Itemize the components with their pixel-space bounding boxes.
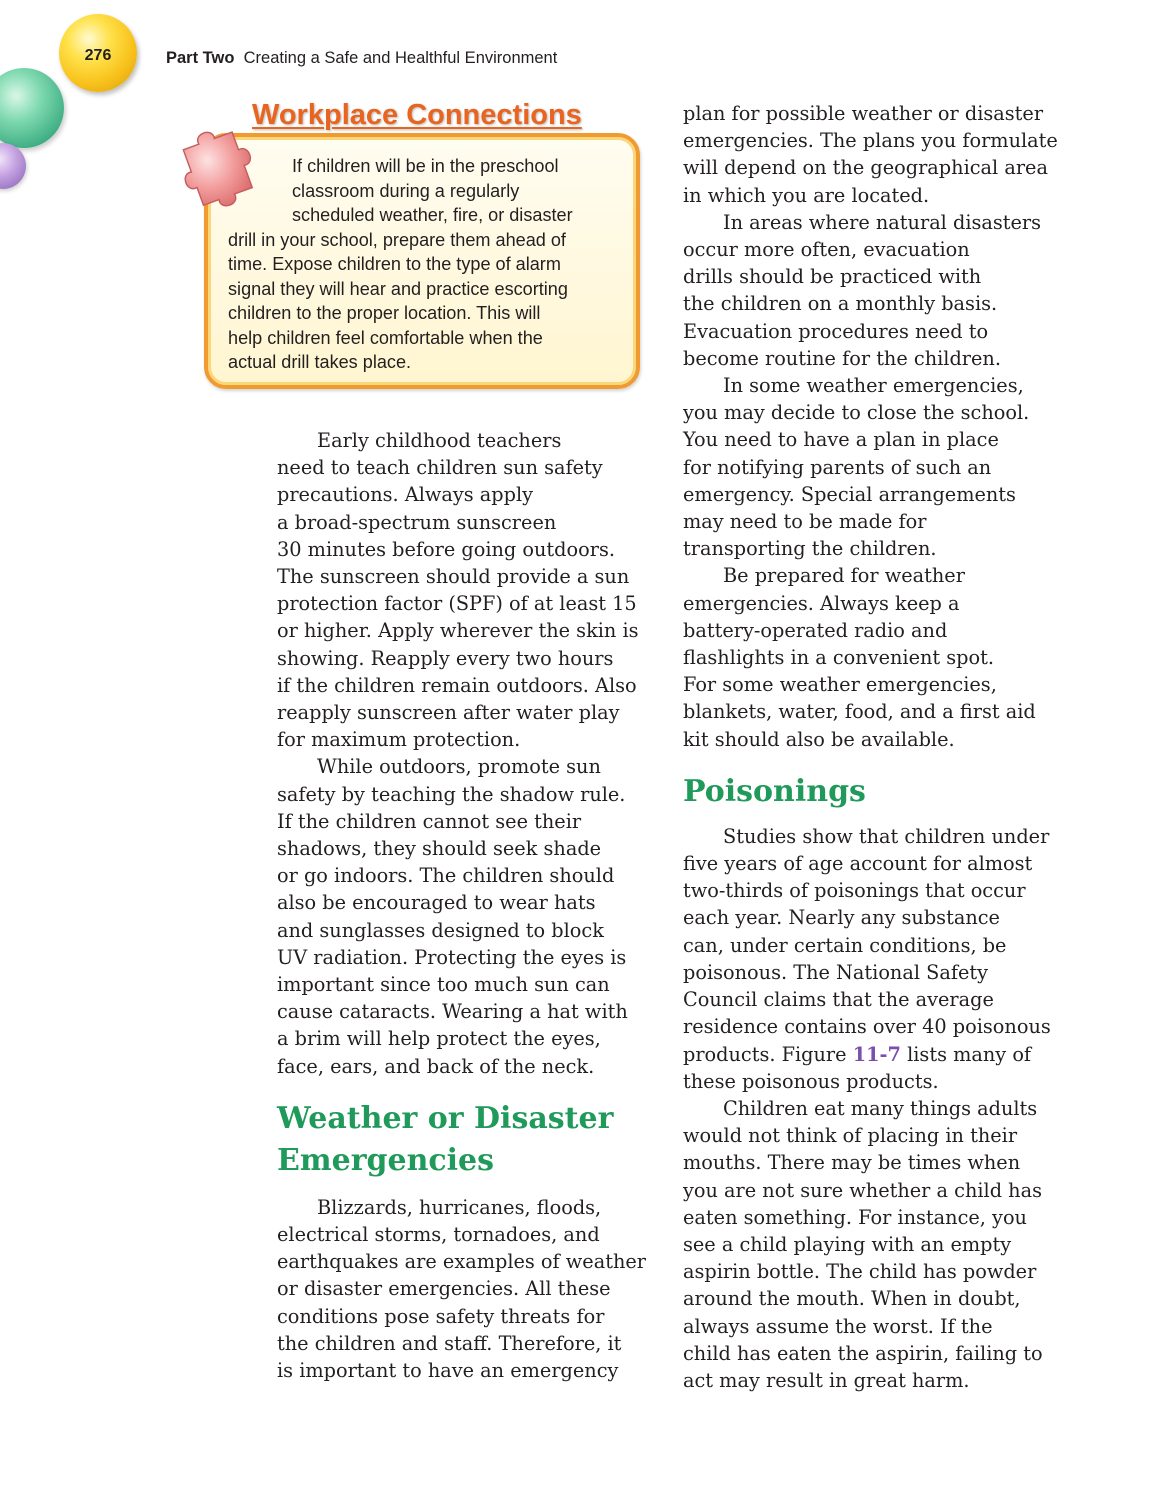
text-line: Council claims that the average xyxy=(683,988,994,1012)
text-line: residence contains over 40 poisonous xyxy=(683,1015,1051,1039)
text-line: can, under certain conditions, be xyxy=(683,933,1007,957)
text-line: blankets, water, food, and a first aid xyxy=(683,700,1036,724)
paragraph-shadow-rule xyxy=(277,753,647,1079)
decorative-purple-ball xyxy=(0,143,26,189)
text-line: UV radiation. Protecting the eyes is xyxy=(277,945,627,969)
text-line: transporting the children. xyxy=(683,537,937,561)
text-line: or go indoors. The children should xyxy=(277,864,615,888)
text-line: or higher. Apply wherever the skin is xyxy=(277,619,639,643)
paragraph-natural-disasters xyxy=(683,209,1055,372)
text-line: two-thirds of poisonings that occur xyxy=(683,879,1026,903)
text-line-figure xyxy=(683,1041,1055,1068)
text-line: for maximum protection. xyxy=(277,728,521,752)
text-line: these poisonous products. xyxy=(683,1069,939,1093)
decorative-green-ball xyxy=(0,68,64,148)
text-line: electrical storms, tornadoes, and xyxy=(277,1223,600,1247)
text-line: eaten something. For instance, you xyxy=(683,1205,1027,1229)
text-line: poisonous. The National Safety xyxy=(683,960,989,984)
paragraph-be-prepared xyxy=(683,562,1055,752)
text-line: emergency. Special arrangements xyxy=(683,482,1016,506)
text-line: 30 minutes before going outdoors. xyxy=(277,537,615,561)
text-line: face, ears, and back of the neck. xyxy=(277,1054,595,1078)
text-line: earthquakes are examples of weather xyxy=(277,1250,646,1274)
wc-line: classroom during a regularly xyxy=(292,180,520,201)
text-line: will depend on the geographical area xyxy=(683,156,1048,180)
text-line: plan for possible weather or disaster xyxy=(683,102,1044,125)
text-line: cause cataracts. Wearing a hat with xyxy=(277,1000,628,1024)
text-line: Early childhood teachers xyxy=(317,429,562,452)
right-column xyxy=(683,100,1058,1394)
text-line: child has eaten the aspirin, failing to xyxy=(683,1341,1043,1365)
workplace-connections-title: Workplace Connections xyxy=(252,99,582,131)
paragraph-weather xyxy=(277,1194,647,1384)
text-line: the children and staff. Therefore, it xyxy=(277,1331,622,1355)
text-line: Be prepared for weather xyxy=(723,564,965,588)
text-line: emergencies. Always keep a xyxy=(683,591,960,615)
text-line: may need to be made for xyxy=(683,510,927,534)
heading-line: Emergencies xyxy=(277,1142,495,1178)
part-label: Part Two xyxy=(166,49,235,67)
text-line: become routine for the children. xyxy=(683,346,1001,370)
text-line: battery-operated radio and xyxy=(683,618,948,642)
text-line: For some weather emergencies, xyxy=(683,673,997,697)
text-line: you may decide to close the school. xyxy=(683,401,1030,425)
paragraph-close-school xyxy=(683,372,1055,562)
wc-line: signal they will hear and practice escorting xyxy=(228,278,568,299)
text-line: is important to have an emergency xyxy=(277,1359,619,1383)
text-line: precautions. Always apply xyxy=(277,483,534,507)
text-line: aspirin bottle. The child has powder xyxy=(683,1260,1037,1284)
text-line: Blizzards, hurricanes, floods, xyxy=(317,1195,602,1219)
heading-weather-emergencies xyxy=(277,1098,647,1182)
text-line: protection factor (SPF) of at least 15 xyxy=(277,592,637,616)
part-title: Creating a Safe and Healthful Environment xyxy=(243,49,558,67)
text-line: flashlights in a convenient spot. xyxy=(683,646,995,670)
text-line: You need to have a plan in place xyxy=(683,428,999,452)
text-line: kit should also be available. xyxy=(683,727,955,751)
text-line: occur more often, evacuation xyxy=(683,238,970,262)
text-line: showing. Reapply every two hours xyxy=(277,646,614,670)
text-line: for notifying parents of such an xyxy=(683,455,992,479)
heading-line: Weather or Disaster xyxy=(277,1100,614,1136)
page-number: 276 xyxy=(84,47,112,64)
text-line: five years of age account for almost xyxy=(683,852,1033,876)
text-line: or disaster emergencies. All these xyxy=(277,1277,611,1301)
figure-link[interactable]: 11-7 xyxy=(852,1042,901,1066)
text-line: reapply sunscreen after water play xyxy=(277,701,620,725)
text-line: if the children remain outdoors. Also xyxy=(277,673,637,697)
text-line: would not think of placing in their xyxy=(683,1124,1018,1148)
text-line: shadows, they should seek shade xyxy=(277,837,602,861)
text-fragment: products. Figure xyxy=(683,1042,853,1066)
text-line: Studies show that children under xyxy=(723,824,1050,848)
text-line: important since too much sun can xyxy=(277,973,610,997)
paragraph-sun-safety xyxy=(277,427,647,753)
text-line: Children eat many things adults xyxy=(723,1096,1038,1120)
text-line: and sunglasses designed to block xyxy=(277,918,604,942)
text-line: a brim will help protect the eyes, xyxy=(277,1027,601,1051)
text-line: mouths. There may be times when xyxy=(683,1151,1021,1175)
text-line: act may result in great harm. xyxy=(683,1368,970,1392)
text-line: safety by teaching the shadow rule. xyxy=(277,782,626,806)
text-line: conditions pose safety threats for xyxy=(277,1304,605,1328)
running-head xyxy=(166,49,557,68)
text-fragment: lists many of xyxy=(900,1042,1032,1066)
wc-line: children to the proper location. This will xyxy=(228,303,541,323)
text-line: the children on a monthly basis. xyxy=(683,292,998,316)
text-line: need to teach children sun safety xyxy=(277,456,603,480)
text-line: emergencies. The plans you formulate xyxy=(683,129,1058,153)
text-line: While outdoors, promote sun xyxy=(317,755,601,779)
text-line: drills should be practiced with xyxy=(683,265,982,289)
text-line: If the children cannot see their xyxy=(277,809,582,833)
wc-line: help children feel comfortable when the xyxy=(228,327,543,348)
left-column xyxy=(277,427,647,1384)
text-line: In some weather emergencies, xyxy=(723,374,1024,398)
text-line: The sunscreen should provide a sun xyxy=(277,565,630,589)
text-line: you are not sure whether a child has xyxy=(683,1178,1042,1202)
wc-line: If children will be in the preschool xyxy=(292,156,559,176)
text-line: around the mouth. When in doubt, xyxy=(683,1287,1021,1311)
text-line: always assume the worst. If the xyxy=(683,1314,993,1338)
text-line: Evacuation procedures need to xyxy=(683,319,989,343)
text-line: in which you are located. xyxy=(683,183,930,207)
wc-line: drill in your school, prepare them ahead of xyxy=(228,229,566,250)
text-line: see a child playing with an empty xyxy=(683,1232,1012,1256)
paragraph-plan xyxy=(683,100,1058,209)
heading-poisonings: Poisonings xyxy=(683,773,866,809)
paragraph-studies xyxy=(683,823,1055,1095)
wc-line: time. Expose children to the type of alarm xyxy=(228,254,561,274)
text-line: In areas where natural disasters xyxy=(723,210,1042,234)
text-line: a broad-spectrum sunscreen xyxy=(277,510,557,534)
wc-line: scheduled weather, fire, or disaster xyxy=(292,205,573,225)
wc-line: actual drill takes place. xyxy=(228,352,412,372)
paragraph-children-eat xyxy=(683,1095,1055,1394)
text-line: each year. Nearly any substance xyxy=(683,906,1000,930)
text-line: also be encouraged to wear hats xyxy=(277,891,596,915)
